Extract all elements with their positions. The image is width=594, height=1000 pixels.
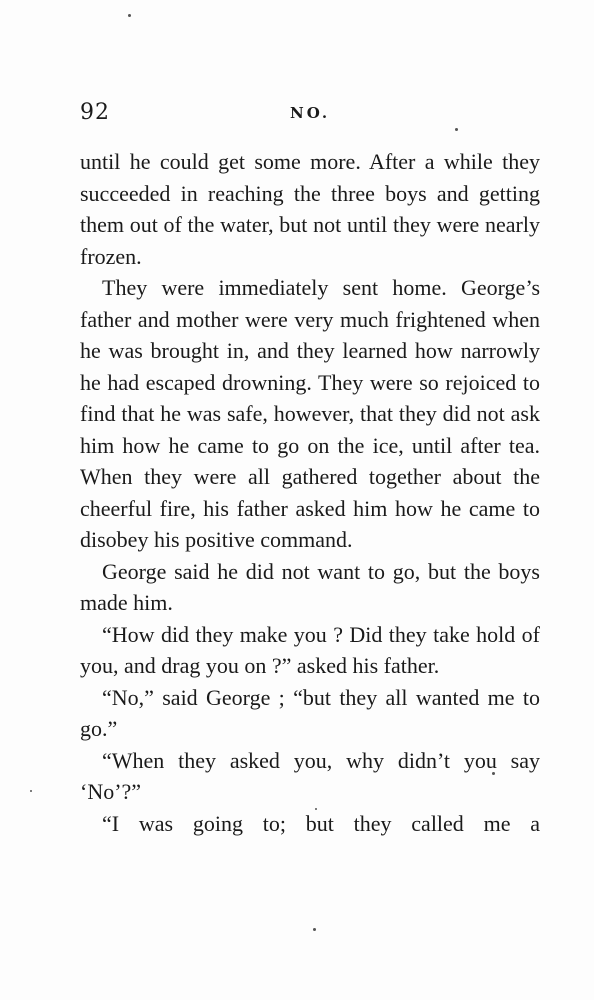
print-speck [455,128,458,131]
paragraph-5: “No,” said George ; “but they all wanted me to go.” [80,684,540,741]
paragraph-4: “How did they make you ? Did they take hold of you, and drag you on ?” asked his father. [80,621,540,678]
print-speck [30,790,32,792]
paragraph-7: “I was going to; but they called me a [102,810,540,836]
page-header [80,100,540,130]
running-title: NO. [290,104,331,122]
print-speck [315,808,317,810]
print-speck [492,772,495,775]
paragraph-6: “When they asked you, why didn’t you say ‘No’?” [80,747,540,804]
paragraph-3: George said he did not want to go, but the boys made him. [80,558,540,615]
page-number: 92 [80,100,110,125]
paragraph-1: until he could get some more. After a while they succeeded in reaching the three boys and getting them out of the water, but not until they were nearly frozen. [80,149,540,269]
paragraph-2: They were immediately sent home. George’s father and mother were very much frightened when he was brought in, and they learned how narrowly he had escaped drowning. They were so rejoiced to find that he was safe, however, that they did not ask him how he came to go on the ice, until after tea. When they were all gathered together about the cheerful fire, his father asked him how he came to disobey his positive command. [80,275,540,552]
body-text [80,146,540,839]
print-speck [313,928,316,931]
print-speck [128,14,131,17]
